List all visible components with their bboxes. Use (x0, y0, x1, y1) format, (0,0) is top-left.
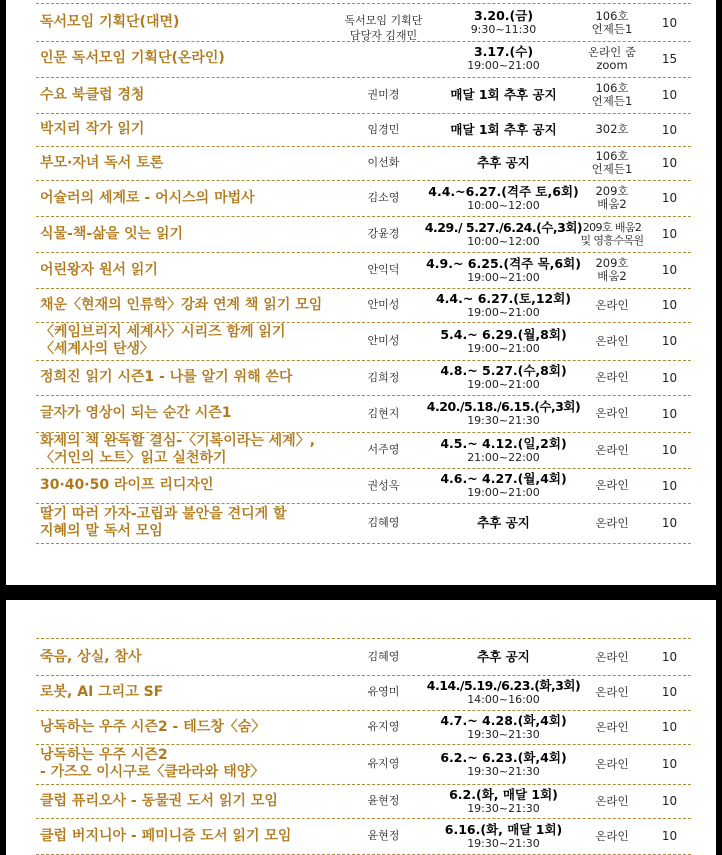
table-row (36, 180, 691, 217)
schedule-time: 10:00~12:00 (467, 234, 540, 248)
schedule-date (431, 784, 576, 818)
venue-line: 온라인 (595, 719, 629, 734)
venue-line: zoom (596, 57, 628, 72)
capacity: 10 (661, 516, 678, 530)
table-row (36, 360, 691, 396)
program-title (40, 146, 332, 180)
schedule-date-main: 매달 1회 추후 공지 (450, 121, 557, 137)
schedule-date-main: 추후 공지 (477, 155, 530, 170)
program-title-line: 낭독하는 우주 시즌2 (40, 747, 168, 763)
table-row (36, 818, 691, 855)
capacity: 10 (661, 478, 678, 493)
schedule-date (431, 4, 576, 41)
facilitator-name: 강윤경 (367, 227, 400, 240)
schedule-date-main: 4.7.~ 4.28.(화,4회) (440, 712, 567, 728)
schedule-date-main: 4.4.~ 6.27.(토,12회) (435, 290, 572, 306)
venue (576, 77, 648, 113)
schedule-date-main: 3.17.(수) (473, 44, 534, 59)
schedule-date (431, 818, 576, 854)
facilitator-name: 김현지 (367, 406, 400, 420)
schedule-time: 19:00~21:00 (467, 378, 540, 391)
schedule-date-main: 6.16.(화, 매달 1회) (444, 821, 563, 837)
venue-line: 106호 (595, 81, 629, 95)
venue-line: 온라인 (595, 370, 629, 384)
venue (576, 322, 648, 360)
program-title (40, 432, 332, 468)
venue-line: 온라인 (595, 828, 629, 843)
venue (576, 674, 648, 710)
capacity: 10 (661, 685, 678, 699)
merged-facilitator-line: 독서모임 기획단 (344, 14, 423, 27)
venue (576, 4, 648, 41)
capacity: 10 (661, 757, 678, 771)
table-row (36, 395, 691, 433)
schedule-time: 21:00~22:00 (467, 450, 540, 464)
schedule-date (431, 503, 576, 543)
schedule-date-main: 3.20.(금) (473, 8, 534, 23)
table-row (36, 252, 691, 289)
venue-line: 온라인 (595, 684, 629, 699)
capacity: 10 (661, 156, 678, 170)
schedule-date-main: 6.2.~ 6.23.(화,4회) (440, 749, 567, 765)
schedule-time: 19:00~21:00 (467, 305, 540, 319)
program-title-line: 클럽 버지니아 - 페미니즘 도서 읽기 모임 (40, 827, 292, 844)
schedule-date-main: 4.6.~ 4.27.(월,4회) (440, 471, 567, 486)
schedule-date-main: 추후 공지 (477, 649, 530, 664)
capacity: 10 (661, 370, 678, 385)
schedule-date (431, 432, 576, 468)
venue (576, 288, 648, 322)
merged-facilitator-cell (336, 3, 431, 53)
schedule-date (431, 744, 576, 784)
venue-line: 및 영흥수목원 (580, 234, 644, 247)
facilitator-name: 권미경 (367, 88, 400, 101)
facilitator-name: 김혜영 (367, 516, 400, 529)
table-row (36, 146, 691, 181)
schedule-date-main: 4.9.~ 6.25.(격주 목,6회) (426, 255, 581, 271)
table-row (36, 503, 691, 544)
schedule-date (431, 288, 576, 322)
program-title-line: 낭독하는 우주 시즌2 - 테드창〈숨〉 (40, 718, 266, 735)
program-title-line: 지혜의 말 독서 모임 (40, 523, 163, 539)
venue-line: 106호 (595, 8, 629, 23)
program-title (40, 4, 332, 41)
program-title (40, 113, 332, 146)
table-row (36, 113, 691, 147)
venue-line: 온라인 (595, 333, 629, 348)
schedule-date (426, 395, 581, 432)
schedule-date (431, 77, 576, 113)
program-title-line: 죽음, 상실, 참사 (40, 648, 142, 665)
table-row (36, 710, 691, 745)
facilitator-name: 김희정 (367, 370, 400, 384)
program-title (40, 77, 332, 113)
schedule-time: 19:30~21:30 (467, 414, 540, 427)
program-title (40, 288, 332, 322)
capacity: 10 (661, 720, 678, 734)
program-title (40, 818, 332, 854)
venue-line: 온라인 (595, 297, 629, 312)
capacity: 10 (661, 650, 678, 664)
venue-line: 209호 (595, 184, 629, 198)
table-row (36, 77, 691, 114)
schedule-date-main: 4.5.~ 4.12.(일,2회) (440, 435, 567, 451)
facilitator-name: 안미성 (367, 334, 400, 347)
venue (576, 818, 648, 854)
program-title (40, 503, 332, 543)
schedule-time: 19:30~21:30 (467, 801, 540, 815)
venue-line: 언제든1 (591, 94, 633, 108)
capacity: 10 (661, 227, 678, 241)
program-title (40, 216, 332, 252)
schedule-date-main: 5.4.~ 6.29.(월,8회) (440, 326, 567, 342)
facilitator-name: 김소영 (367, 191, 400, 204)
schedule-date (428, 180, 579, 216)
schedule-time: 19:30~21:30 (467, 764, 540, 778)
facilitator-name: 임경민 (367, 122, 400, 136)
venue-line: 302호 (595, 122, 629, 136)
program-title (40, 252, 332, 288)
facilitator-name: 안미성 (367, 298, 400, 311)
schedule-date (431, 710, 576, 744)
capacity: 15 (661, 51, 678, 66)
schedule-date (426, 674, 581, 710)
venue-line: 온라인 (595, 442, 629, 457)
venue-line: 언제든1 (591, 162, 633, 176)
schedule-date-main: 4.14./5.19./6.23.(화,3회) (426, 677, 581, 693)
table-row (36, 288, 691, 323)
table-row (36, 432, 691, 469)
venue-line: 온라인 (595, 756, 629, 771)
venue (576, 639, 648, 675)
program-title-line: - 가즈오 이시구로〈클라라와 태양〉 (40, 764, 265, 780)
facilitator-name: 권성옥 (367, 478, 400, 492)
facilitator-name: 윤현정 (367, 794, 400, 807)
facilitator-name: 김혜영 (367, 650, 400, 663)
schedule-panel-1 (6, 0, 716, 585)
schedule-date-main: 4.29./ 5.27./6.24.(수,3회) (424, 219, 583, 235)
venue (576, 503, 648, 543)
table-row (36, 744, 691, 785)
capacity: 10 (661, 263, 678, 277)
facilitator-name: 안익덕 (367, 263, 400, 276)
program-title (40, 40, 332, 77)
capacity: 10 (661, 15, 678, 30)
program-title-line: 로봇, AI 그리고 SF (40, 683, 164, 700)
program-title-line: 독서모임 기획단(대면) (40, 14, 180, 30)
program-title (40, 639, 332, 675)
facilitator-name: 유지영 (367, 757, 400, 770)
venue-line: 온라인 (595, 793, 629, 808)
venue (576, 40, 648, 77)
schedule-date (431, 146, 576, 180)
venue (576, 744, 648, 784)
schedule-date-main: 매달 1회 추후 공지 (450, 87, 557, 102)
program-title-line: 인문 독서모임 기획단(온라인) (40, 50, 225, 66)
schedule-time: 10:00~12:00 (467, 198, 540, 212)
capacity: 10 (661, 122, 678, 137)
schedule-date-main: 4.4.~6.27.(격주 토,6회) (428, 183, 579, 199)
capacity: 10 (661, 191, 678, 205)
schedule-date-main: 추후 공지 (477, 515, 530, 530)
schedule-time: 19:00~21:00 (467, 59, 540, 72)
venue-line: 온라인 줌 (587, 44, 637, 59)
schedule-date (431, 468, 576, 503)
schedule-date (431, 113, 576, 146)
program-title (40, 710, 332, 744)
schedule-date-main: 4.8.~ 5.27.(수,8회) (440, 363, 567, 378)
program-title-line: 부모·자녀 독서 토론 (40, 154, 164, 171)
schedule-time: 19:00~21:00 (467, 486, 540, 499)
program-title-line: 채운〈현재의 인류학〉강좌 연계 책 읽기 모임 (40, 296, 323, 313)
venue-line: 온라인 (595, 649, 629, 664)
schedule-date (431, 40, 576, 77)
program-title-line: 글자가 영상이 되는 순간 시즌1 (40, 405, 232, 421)
venue (576, 360, 648, 395)
facilitator-name: 서주영 (367, 443, 400, 456)
merged-facilitator-line: 담당자 김재민 (349, 29, 418, 42)
program-title (40, 360, 332, 395)
program-title-line: 어린왕자 원서 읽기 (40, 261, 158, 278)
facilitator-name: 윤현정 (367, 829, 400, 842)
schedule-time: 19:30~21:30 (467, 727, 540, 741)
program-title (40, 180, 332, 216)
program-title-line: 박지리 작가 읽기 (40, 121, 145, 137)
schedule-date (431, 639, 576, 675)
venue (576, 252, 648, 288)
capacity: 10 (661, 298, 678, 312)
capacity: 10 (661, 829, 678, 843)
program-title-line: 화제의 책 완독할 결심-〈기록이라는 세계〉, (40, 433, 316, 449)
program-title-line: 어슐러의 세계로 - 어시스의 마법사 (40, 189, 255, 206)
venue (576, 216, 648, 252)
program-title (40, 322, 332, 360)
table-row (36, 216, 691, 253)
schedule-date-main: 4.20./5.18./6.15.(수,3회) (426, 399, 581, 414)
capacity: 10 (661, 88, 678, 102)
venue-line: 209호 (595, 256, 629, 270)
schedule-time: 19:30~21:30 (467, 836, 540, 850)
program-title-line: 정희진 읽기 시즌1 - 나를 알기 위해 쓴다 (40, 369, 293, 385)
program-title-line: 30·40·50 라이프 리디자인 (40, 477, 214, 493)
venue-line: 온라인 (595, 478, 629, 492)
program-title (40, 468, 332, 503)
capacity: 10 (661, 443, 678, 457)
program-title-line: 딸기 따러 가자-고립과 불안을 견디게 할 (40, 506, 287, 522)
table-row (36, 468, 691, 504)
table-row (36, 784, 691, 819)
program-title-line: 클럽 퓨리오사 - 동물권 도서 읽기 모임 (40, 792, 278, 809)
venue (576, 432, 648, 468)
venue (576, 710, 648, 744)
schedule-date (431, 360, 576, 395)
schedule-date (426, 252, 581, 288)
venue (576, 784, 648, 818)
facilitator-name: 이선화 (367, 156, 400, 169)
program-title (40, 395, 332, 432)
capacity: 10 (661, 794, 678, 808)
schedule-time: 9:30~11:30 (470, 23, 537, 36)
venue-line: 106호 (595, 149, 629, 163)
venue-line: 배움2 (597, 269, 627, 283)
venue-line: 온라인 (595, 515, 629, 530)
schedule-date (424, 216, 583, 252)
venue (576, 146, 648, 180)
venue (576, 395, 648, 432)
program-title (40, 744, 332, 784)
schedule-date-main: 6.2.(화, 매달 1회) (449, 786, 558, 802)
schedule-time: 19:00~21:00 (467, 341, 540, 355)
capacity: 10 (661, 334, 678, 348)
program-title-line: 수요 북클럽 경청 (40, 86, 145, 103)
venue-line: 배움2 (597, 197, 627, 211)
program-title-line: 〈세계사의 탄생〉 (40, 341, 155, 357)
schedule-time: 14:00~16:00 (467, 692, 540, 706)
venue-line: 209호 배움2 (582, 221, 642, 234)
program-title (40, 784, 332, 818)
program-title (40, 674, 332, 710)
table-row (36, 322, 691, 361)
schedule-date (431, 322, 576, 360)
schedule-panel-2 (6, 600, 716, 855)
program-title-line: 〈케임브리지 세계사〉시리즈 함께 읽기 (40, 324, 286, 340)
venue-line: 온라인 (595, 406, 629, 420)
program-title-line: 〈거인의 노트〉읽고 실천하기 (40, 450, 227, 466)
schedule-time: 19:00~21:00 (467, 270, 540, 284)
facilitator-name: 유영미 (367, 685, 400, 698)
venue-line: 언제든1 (591, 21, 633, 36)
venue (576, 113, 648, 146)
program-title-line: 식물-책-삶을 잇는 읽기 (40, 225, 184, 242)
venue (576, 180, 648, 216)
venue (576, 468, 648, 503)
facilitator-name: 유지영 (367, 720, 400, 733)
capacity: 10 (661, 406, 678, 421)
table-row (36, 638, 691, 676)
table-row (36, 674, 691, 711)
